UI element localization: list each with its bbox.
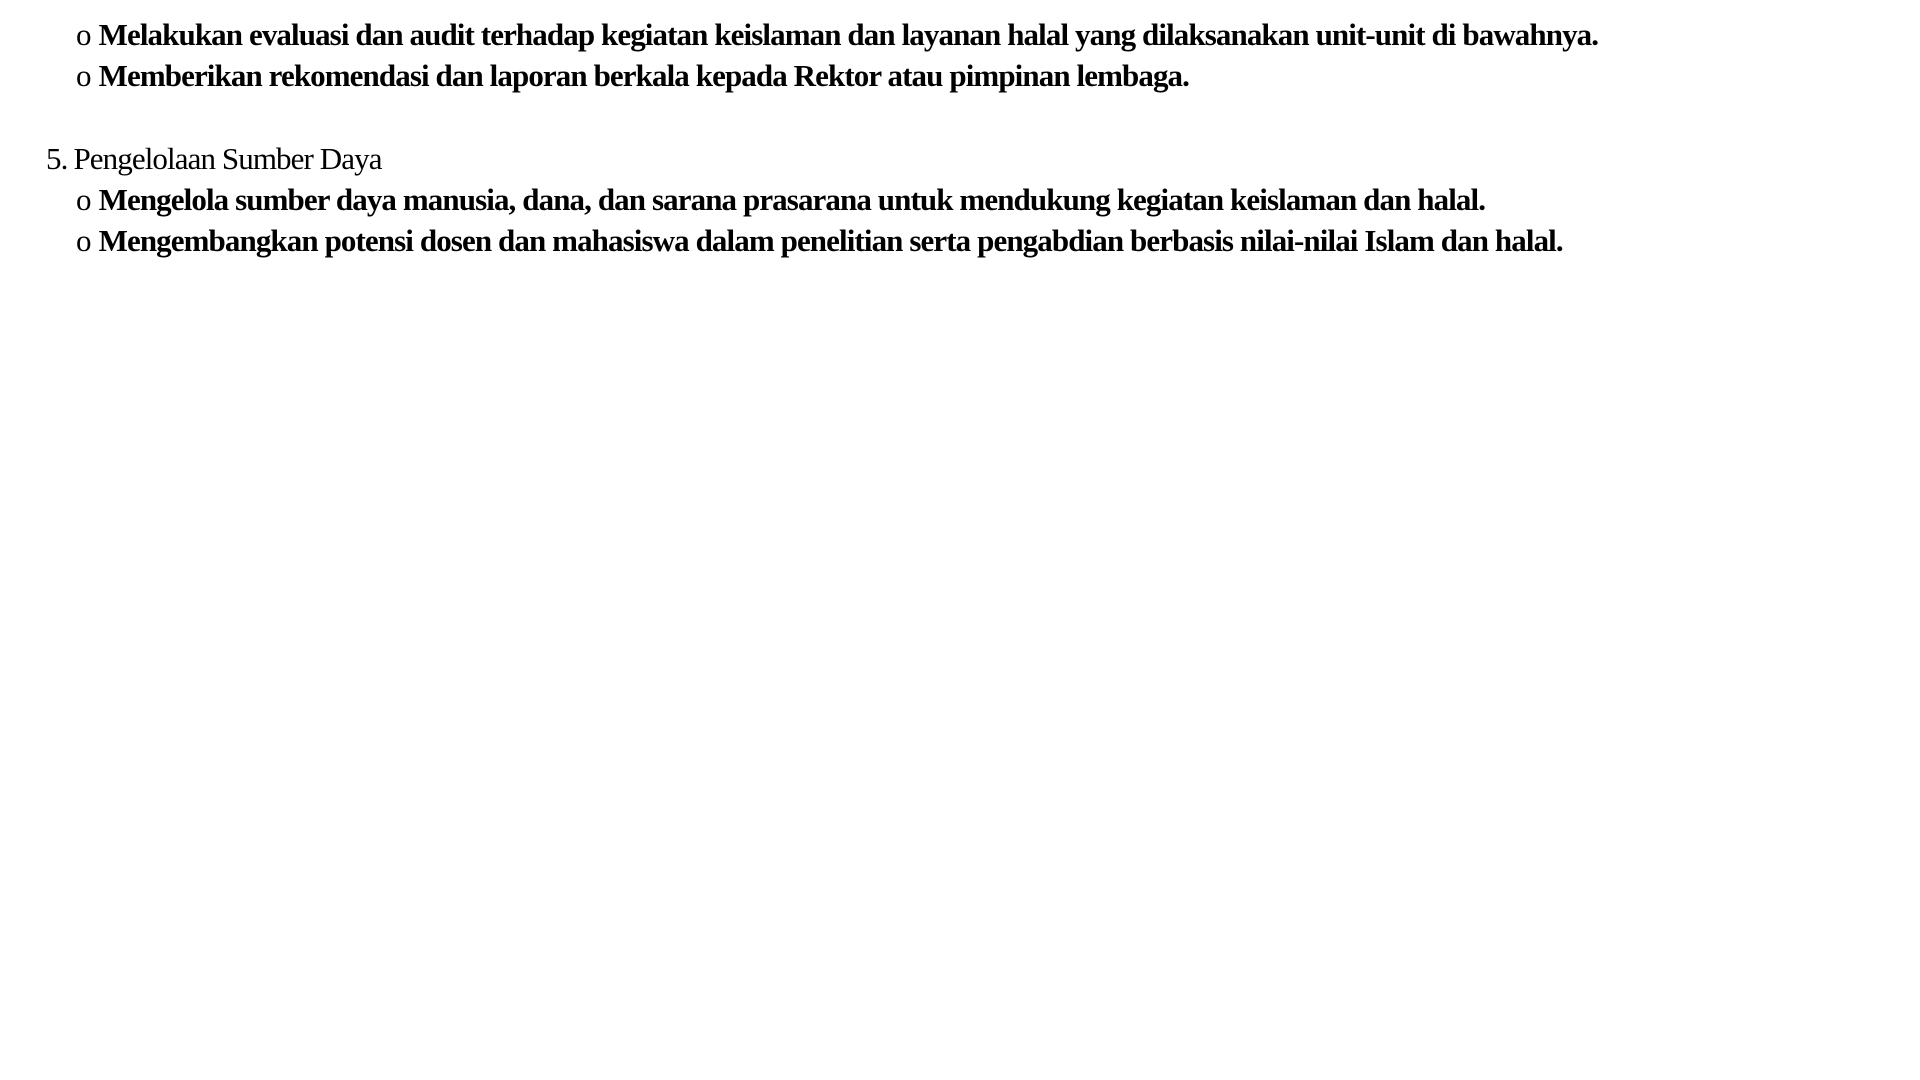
bullet-marker: o [76,17,91,52]
list-item-text: Mengembangkan potensi dosen dan mahasiswa dalam penelitian serta pengabdian berbasis nilai-nilai Islam dan halal. [98,223,1563,258]
section-number: 5. [46,141,68,176]
list-item [76,14,1598,55]
list-item [76,179,1485,220]
section-title: Pengelolaan Sumber Daya [73,141,382,176]
list-item [76,220,1563,261]
section-heading [46,138,382,179]
bullet-marker: o [76,223,91,258]
bullet-marker: o [76,182,91,217]
list-item-text: Melakukan evaluasi dan audit terhadap kegiatan keislaman dan layanan halal yang dilaksanakan unit-unit di bawahnya. [98,17,1599,52]
list-item-text: Memberikan rekomendasi dan laporan berkala kepada Rektor atau pimpinan lembaga. [98,58,1189,93]
bullet-marker: o [76,58,91,93]
list-item [76,55,1189,96]
list-item-text: Mengelola sumber daya manusia, dana, dan sarana prasarana untuk mendukung kegiatan keislaman dan halal. [98,182,1486,217]
